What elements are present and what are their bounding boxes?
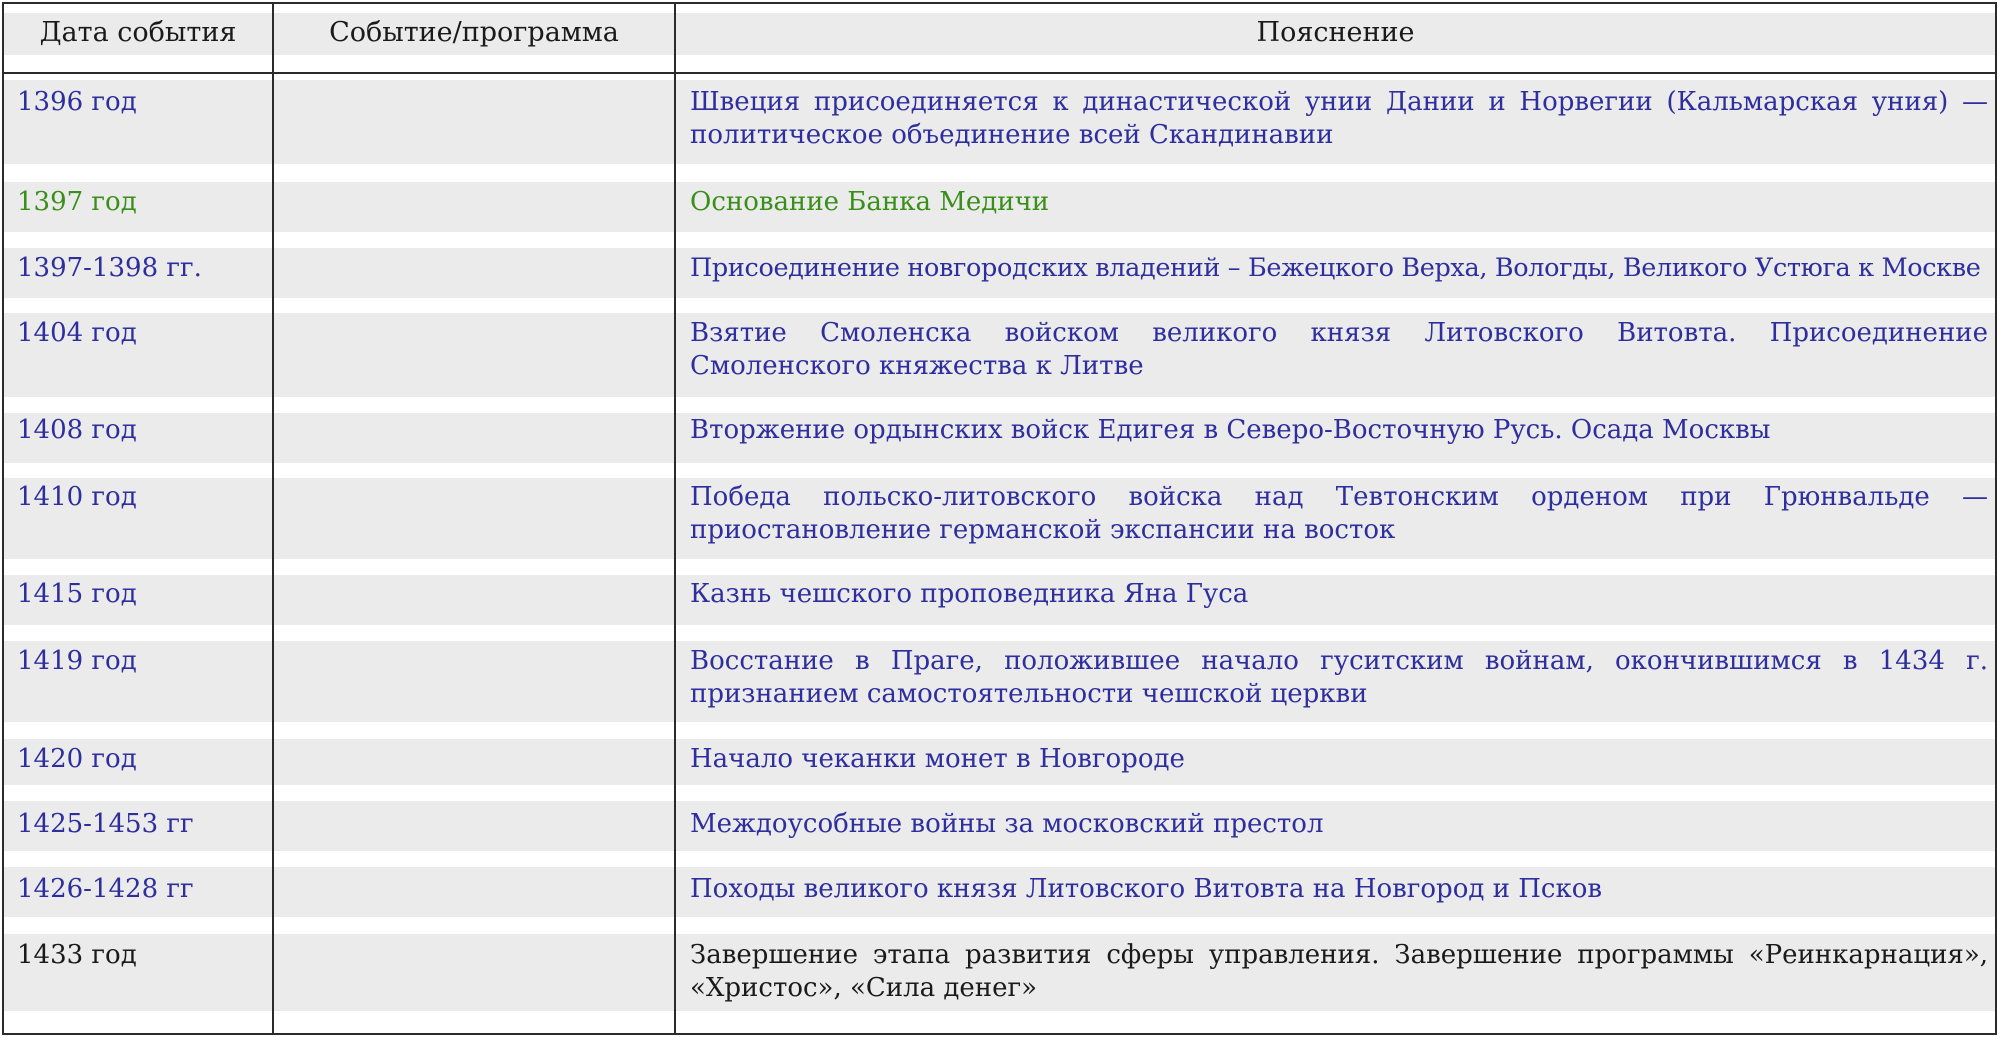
- row-date: 1415 год: [17, 579, 137, 609]
- row-explanation: Походы великого князя Литовского Витовта на Новгород и Псков: [690, 874, 1602, 904]
- row-explanation: Междоусобные войны за московский престол: [690, 809, 1324, 839]
- row-explanation: Вторжение ордынских войск Едигея в Северо-Восточную Русь. Осада Москвы: [690, 415, 1771, 445]
- row-date: 1410 год: [17, 482, 137, 512]
- header-explanation: Пояснение: [1256, 17, 1415, 48]
- row-date: 1404 год: [17, 318, 137, 348]
- row-date: 1419 год: [17, 646, 137, 676]
- events-table: [2, 2, 1997, 1035]
- row-explanation: Победа польско-литовского войска над Тевтонским орденом при Грюнвальде — приостановление германской экспансии на восток: [690, 482, 1988, 545]
- header-divider: [4, 72, 1995, 74]
- row-explanation: Начало чеканки монет в Новгороде: [690, 744, 1185, 774]
- column-divider: [674, 4, 676, 1033]
- row-date: 1396 год: [17, 87, 137, 117]
- row-date: 1433 год: [17, 940, 137, 970]
- header-date: Дата события: [39, 17, 237, 48]
- row-explanation: Взятие Смоленска войском великого князя Литовского Витовта. Присоединение Смоленского княжества к Литве: [690, 318, 1988, 381]
- row-explanation: Присоединение новгородских владений – Бежецкого Верха, Вологды, Великого Устюга к Москве: [690, 253, 1981, 283]
- row-explanation: Казнь чешского проповедника Яна Гуса: [690, 579, 1249, 609]
- row-date: 1426-1428 гг: [17, 874, 194, 904]
- row-date: 1397 год: [17, 187, 137, 217]
- header-program: Событие/программа: [329, 17, 619, 48]
- row-explanation: Восстание в Праге, положившее начало гуситским войнам, окончившимся в 1434 г. признанием самостоятельности чешской церкви: [690, 646, 1988, 709]
- row-explanation: Швеция присоединяется к династической унии Дании и Норвегии (Кальмарская уния) — политическое объединение всей Скандинавии: [690, 87, 1988, 150]
- row-date: 1425-1453 гг: [17, 809, 194, 839]
- row-explanation: Завершение этапа развития сферы управления. Завершение программы «Реинкарнация», «Христос», «Сила денег»: [690, 940, 1988, 1003]
- column-divider: [272, 4, 274, 1033]
- row-explanation: Основание Банка Медичи: [690, 187, 1050, 217]
- row-date: 1397-1398 гг.: [17, 253, 202, 283]
- row-date: 1420 год: [17, 744, 137, 774]
- row-date: 1408 год: [17, 415, 137, 445]
